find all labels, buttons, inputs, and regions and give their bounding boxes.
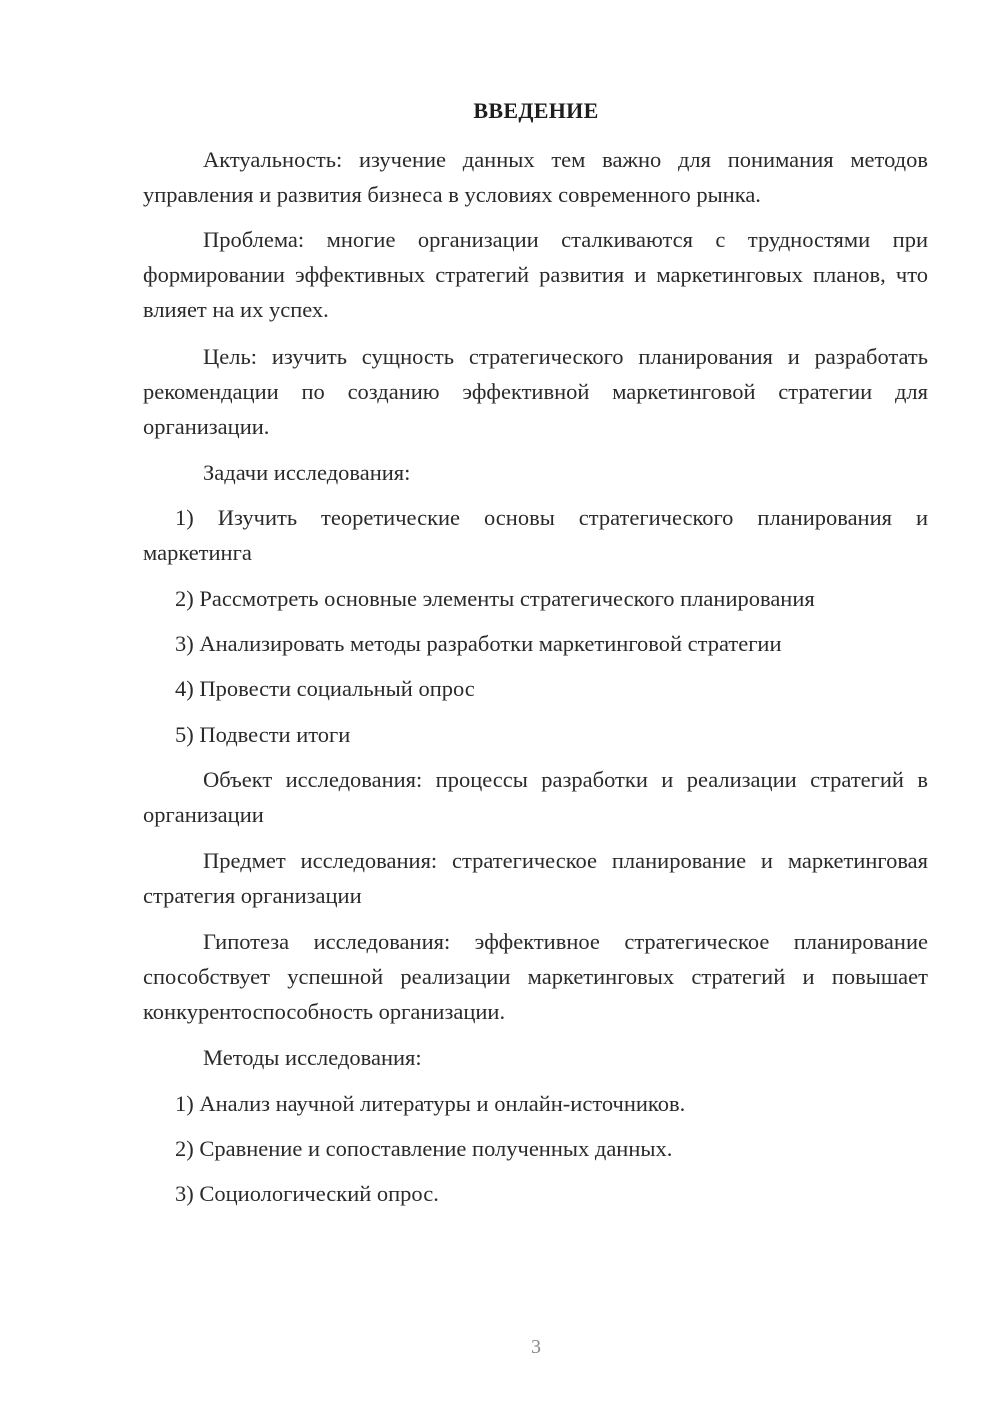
task-item-3: 3) Анализировать методы разработки маркетинговой стратегии [175,631,782,656]
methods-heading: Методы исследования: [203,1045,422,1070]
task-item-5: 5) Подвести итоги [175,722,351,747]
relevance-paragraph: Актуальность: изучение данных тем важно для понимания методов управления и развития бизнеса в условиях современного рынка. [143,147,928,207]
task-item-1: 1) Изучить теоретические основы стратегического планирования и маркетинга [143,505,928,565]
method-item-3: 3) Социологический опрос. [175,1181,439,1206]
hypothesis-paragraph: Гипотеза исследования: эффективное стратегическое планирование способствует успешной реализации маркетинговых стратегий и повышает конкурентоспособность организации. [143,929,928,1024]
method-item-1: 1) Анализ научной литературы и онлайн-источников. [175,1091,686,1116]
method-item-2: 2) Сравнение и сопоставление полученных данных. [175,1136,673,1161]
task-item-4: 4) Провести социальный опрос [175,676,475,701]
subject-paragraph: Предмет исследования: стратегическое планирование и маркетинговая стратегия организации [143,848,928,908]
section-title: ВВЕДЕНИЕ [473,98,599,123]
problem-paragraph: Проблема: многие организации сталкиваются с трудностями при формировании эффективных стратегий развития и маркетинговых планов, что влияет на их успех. [143,227,928,322]
page-number: 3 [531,1336,541,1358]
goal-paragraph: Цель: изучить сущность стратегического планирования и разработать рекомендации по созданию эффективной маркетинговой стратегии для организации. [143,344,928,439]
object-paragraph: Объект исследования: процессы разработки и реализации стратегий в организации [143,767,928,827]
task-item-2: 2) Рассмотреть основные элементы стратегического планирования [175,586,815,611]
tasks-heading: Задачи исследования: [203,460,411,485]
